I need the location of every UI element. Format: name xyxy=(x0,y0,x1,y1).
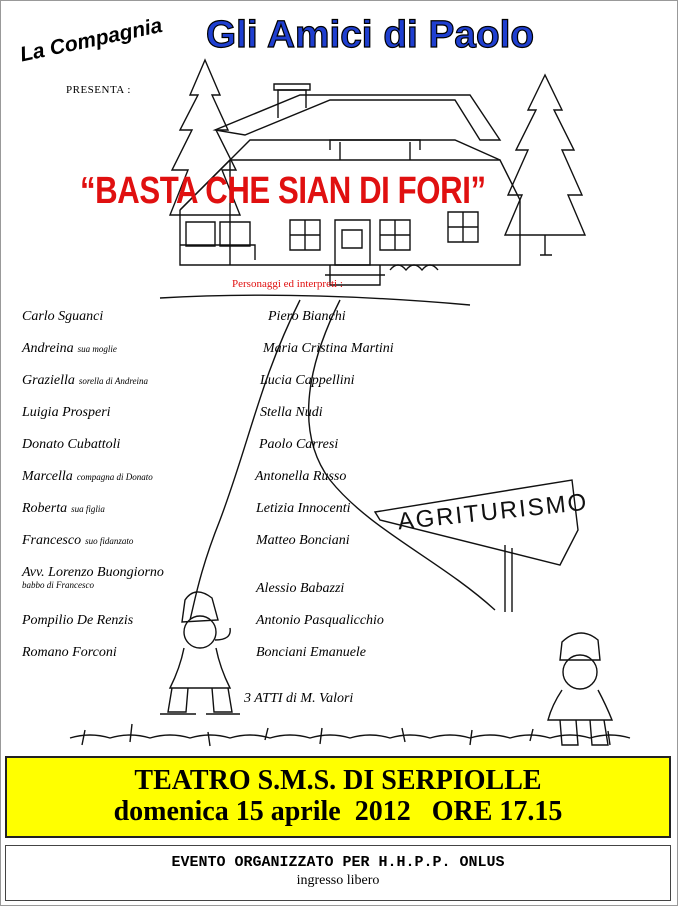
venue-box xyxy=(5,756,671,838)
troupe-name: Gli Amici di Paolo xyxy=(206,14,535,56)
window-left xyxy=(290,220,320,250)
door xyxy=(335,220,370,265)
character-name: Carlo Sguanci xyxy=(22,309,104,324)
character-name: Marcella xyxy=(22,469,73,484)
character-note: sorella di Andreina xyxy=(78,376,149,386)
cast-row xyxy=(22,373,462,393)
actor-name: Alessio Babazzi xyxy=(256,581,345,596)
character-name: Avv. Lorenzo Buongiorno xyxy=(22,565,164,580)
cast-row xyxy=(22,565,462,601)
chimney xyxy=(278,90,306,118)
character-name: Graziella xyxy=(22,373,75,388)
cast-row xyxy=(22,309,462,329)
right-tree xyxy=(505,75,585,235)
window-mid xyxy=(380,220,410,250)
actor-name: Stella Nudi xyxy=(260,405,323,420)
porch xyxy=(180,245,255,260)
cast-row xyxy=(22,645,462,665)
character-name: Luigia Prosperi xyxy=(22,405,111,420)
character-name: Romano Forconi xyxy=(22,645,117,660)
right-dwarf xyxy=(548,633,612,745)
organizer-line: EVENTO ORGANIZZATO PER H.H.P.P. ONLUS xyxy=(171,854,505,871)
character-note: sua figlia xyxy=(71,504,105,514)
actor-name: Antonio Pasqualicchio xyxy=(256,613,384,628)
actor-name: Matteo Bonciani xyxy=(256,533,350,548)
entry-line: ingresso libero xyxy=(296,873,380,888)
venue-name: TEATRO S.M.S. DI SERPIOLLE xyxy=(134,765,542,796)
play-title: “BASTA CHE SIAN DI FORI” xyxy=(80,170,486,212)
grass xyxy=(70,735,630,738)
character-name: Donato Cubattoli xyxy=(22,437,121,452)
character-note: suo fidanzato xyxy=(85,536,134,546)
actor-name: Lucia Cappellini xyxy=(260,373,355,388)
venue-date-time: domenica 15 aprile 2012 ORE 17.15 xyxy=(113,796,563,827)
footer-box xyxy=(5,845,671,901)
character-name: Francesco xyxy=(22,533,82,548)
cast-heading: Personaggi ed interpreti : xyxy=(232,278,343,290)
acts-author: 3 ATTI di M. Valori xyxy=(244,691,354,706)
cast-row xyxy=(22,533,462,553)
company-label: La Compagnia xyxy=(18,13,165,67)
actor-name: Bonciani Emanuele xyxy=(256,645,367,660)
cast-row xyxy=(22,613,462,633)
presenta-label: PRESENTA : xyxy=(66,84,131,96)
ground xyxy=(160,295,470,305)
sign-text: AGRITURISMO xyxy=(396,488,590,536)
cast-row xyxy=(22,341,462,361)
sign-pole xyxy=(505,545,512,612)
cast-row xyxy=(22,437,462,457)
window-right xyxy=(448,212,478,242)
character-note: compagna di Donato xyxy=(76,472,153,482)
character-name: Andreina xyxy=(22,341,74,356)
character-name: Roberta xyxy=(22,501,68,516)
cast-row xyxy=(22,469,462,489)
actor-name: Antonella Russo xyxy=(255,469,347,484)
actor-name: Piero Bianchi xyxy=(268,309,346,324)
character-name: Pompilio De Renzis xyxy=(22,613,134,628)
actor-name: Maria Cristina Martini xyxy=(263,341,394,356)
dormer xyxy=(330,140,420,150)
cast-row xyxy=(22,405,462,425)
house-roof xyxy=(215,95,500,140)
actor-name: Paolo Carresi xyxy=(259,437,339,452)
cast-row xyxy=(22,501,462,521)
actor-name: Letizia Innocenti xyxy=(256,501,351,516)
character-note: sua moglie xyxy=(77,344,117,354)
character-note: babbo di Francesco xyxy=(22,580,94,590)
